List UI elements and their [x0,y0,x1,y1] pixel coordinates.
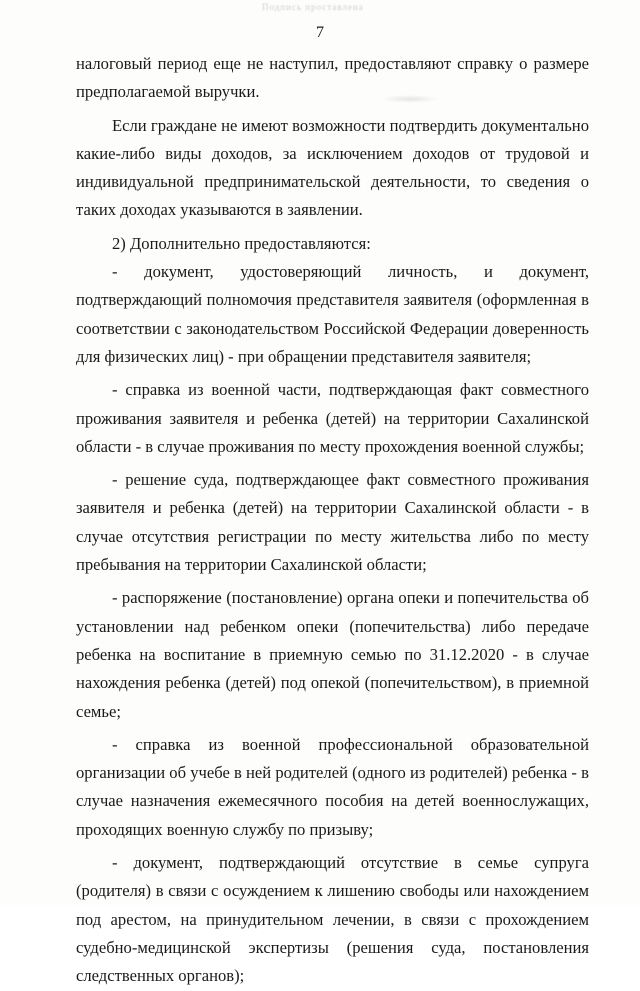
paragraph-undocumented-income: Если граждане не имеют возможности подтвердить документально какие-либо виды доходов, за исключением доходов от трудовой и индивидуальной предпринимательской деятельности, то сведения о таких доходах указываются в заявлении. [76,115,589,220]
list-item-military-school-certificate: - справка из военной профессиональной образовательной организации об учебе в ней родителей (одного из родителей) ребенка - в случае назначения ежемесячного пособия на детей военнослужащих, проходящих военную службу по призыву; [76,734,589,839]
page-number: 7 [316,24,324,41]
document-body [76,50,589,991]
list-item-guardianship-order: - распоряжение (постановление) органа опеки и попечительства об установлении над ребенком опеки (попечительства) либо передаче ребенка на воспитание в приемную семью по 31.12.2020 - в случае нахождения ребенка (детей) под опекой (попечительством), в приемной семье; [76,588,589,721]
list-item-spouse-absence-document: - документ, подтверждающий отсутствие в семье супруга (родителя) в связи с осуждением к лишению свободы или нахождением под арестом, на принудительном лечении, в связи с прохождением судебно-медицинской экспертизы (решения суда, постановления следственных органов); [76,853,589,986]
list-item-identity-document: - документ, удостоверяющий личность, и документ, подтверждающий полномочия представителя заявителя (оформленная в соответствии с законодательством Российской Федерации доверенность для физических лиц) - при обращении представителя заявителя; [76,262,589,366]
list-item-court-decision: - решение суда, подтверждающее факт совместного проживания заявителя и ребенка (детей) на территории Сахалинской области - в случае отсутствия регистрации по месту жительства либо по месту пребывания на территории Сахалинской области; [76,470,589,575]
paragraph-continuation: налоговый период еще не наступил, предоставляют справку о размере предполагаемой выручки. [76,54,589,102]
paragraph-additional-docs-heading: 2) Дополнительно предоставляются: [112,233,371,253]
header-stamp: Подпись проставлена [262,2,364,12]
list-item-military-unit-certificate: - справка из военной части, подтверждающая факт совместного проживания заявителя и ребенка (детей) на территории Сахалинской области - в случае проживания по месту прохождения военной службы; [76,380,589,456]
